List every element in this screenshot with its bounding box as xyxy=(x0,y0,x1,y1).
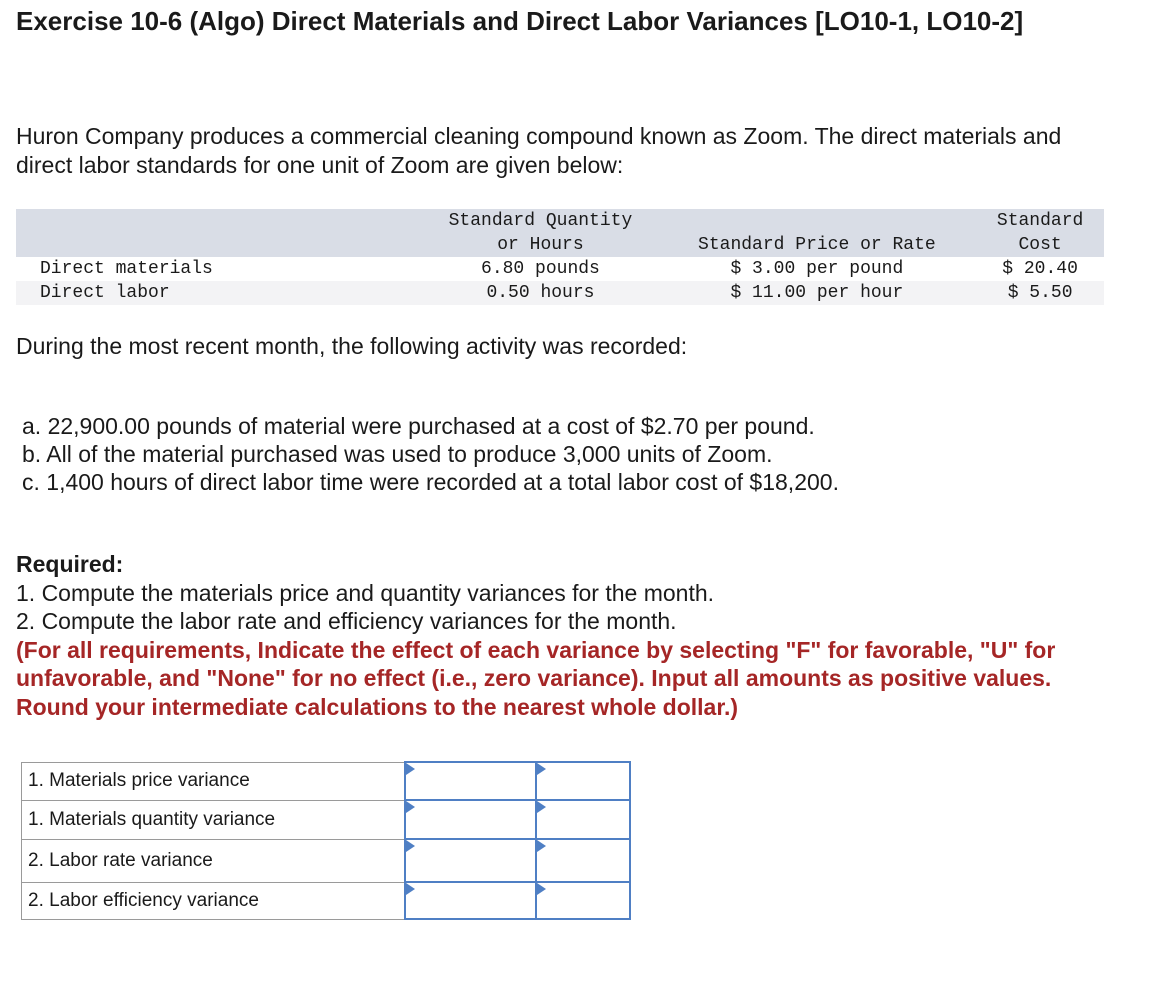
amount-input[interactable] xyxy=(406,840,535,881)
amount-cell[interactable] xyxy=(405,800,536,839)
amount-cell[interactable] xyxy=(405,882,536,919)
amount-cell[interactable] xyxy=(405,762,536,800)
exercise-title: Exercise 10-6 (Algo) Direct Materials and Direct Labor Variances [LO10-1, LO10-2] xyxy=(16,6,1024,36)
amount-input[interactable] xyxy=(406,801,535,838)
header-cost xyxy=(976,209,1104,257)
answer-table xyxy=(21,761,631,920)
effect-cell[interactable] xyxy=(536,839,630,882)
table-row-direct-labor xyxy=(16,281,1104,305)
amount-cell[interactable] xyxy=(405,839,536,882)
header-price xyxy=(658,209,977,257)
answer-row-materials-price xyxy=(22,762,631,800)
row-price: $ 11.00 per hour xyxy=(658,281,977,305)
answer-row-label: 1. Materials quantity variance xyxy=(22,800,406,839)
row-price: $ 3.00 per pound xyxy=(658,257,977,281)
effect-select[interactable] xyxy=(537,763,629,799)
dropdown-marker-icon xyxy=(537,763,546,775)
effect-select[interactable] xyxy=(537,801,629,838)
answer-row-label: 1. Materials price variance xyxy=(22,762,406,800)
activity-item-b: b. All of the material purchased was used to produce 3,000 units of Zoom. xyxy=(22,441,773,467)
answer-row-label: 2. Labor efficiency variance xyxy=(22,882,406,919)
activity-list xyxy=(22,412,1022,496)
header-price-text: Standard Price or Rate xyxy=(698,235,936,255)
activity-intro: During the most recent month, the following activity was recorded: xyxy=(16,333,688,359)
effect-select[interactable] xyxy=(537,883,629,918)
required-item-2: 2. Compute the labor rate and efficiency variances for the month. xyxy=(16,608,677,634)
problem-intro: Huron Company produces a commercial cleaning compound known as Zoom. The direct materials and direct labor standards for one unit of Zoom are given below: xyxy=(16,123,1062,178)
header-cost-line1: Standard xyxy=(996,211,1084,231)
amount-input[interactable] xyxy=(406,883,535,918)
required-field-marker-icon xyxy=(406,883,415,895)
effect-cell[interactable] xyxy=(536,762,630,800)
dropdown-marker-icon xyxy=(537,840,546,852)
table-row-direct-materials xyxy=(16,257,1104,281)
answer-row-labor-rate xyxy=(22,839,631,882)
answer-row-labor-efficiency xyxy=(22,882,631,919)
answer-row-materials-quantity xyxy=(22,800,631,839)
header-cost-line2: Cost xyxy=(1018,235,1062,255)
answer-row-label: 2. Labor rate variance xyxy=(22,839,406,882)
required-field-marker-icon xyxy=(406,763,415,775)
required-heading: Required: xyxy=(16,551,124,577)
effect-select[interactable] xyxy=(537,840,629,881)
row-cost: $ 20.40 xyxy=(976,257,1104,281)
dropdown-marker-icon xyxy=(537,883,546,895)
dropdown-marker-icon xyxy=(537,801,546,813)
effect-cell[interactable] xyxy=(536,800,630,839)
amount-input[interactable] xyxy=(406,763,535,799)
row-label: Direct labor xyxy=(16,281,423,305)
header-blank xyxy=(16,209,423,257)
activity-item-a: a. 22,900.00 pounds of material were purchased at a cost of $2.70 per pound. xyxy=(22,413,815,439)
header-quantity-line2: or Hours xyxy=(497,235,584,255)
activity-item-c: c. 1,400 hours of direct labor time were recorded at a total labor cost of $18,200. xyxy=(22,469,839,495)
row-quantity: 0.50 hours xyxy=(423,281,657,305)
standards-header-row xyxy=(16,209,1104,257)
row-quantity: 6.80 pounds xyxy=(423,257,657,281)
required-field-marker-icon xyxy=(406,801,415,813)
required-item-1: 1. Compute the materials price and quantity variances for the month. xyxy=(16,579,715,606)
standards-table xyxy=(16,209,1104,305)
header-quantity-line1: Standard Quantity xyxy=(448,211,633,231)
required-section xyxy=(16,550,1116,721)
required-instructions: (For all requirements, Indicate the effect of each variance by selecting "F" for favorable, "U" for unfavorable, and "None" for no effect (i.e., zero variance). Input all amounts as positive values. Round your intermediate calculations to the nearest whole dollar.) xyxy=(16,636,1056,720)
effect-cell[interactable] xyxy=(536,882,630,919)
required-field-marker-icon xyxy=(406,840,415,852)
header-quantity xyxy=(423,209,657,257)
row-label: Direct materials xyxy=(16,257,423,281)
row-cost: $ 5.50 xyxy=(976,281,1104,305)
